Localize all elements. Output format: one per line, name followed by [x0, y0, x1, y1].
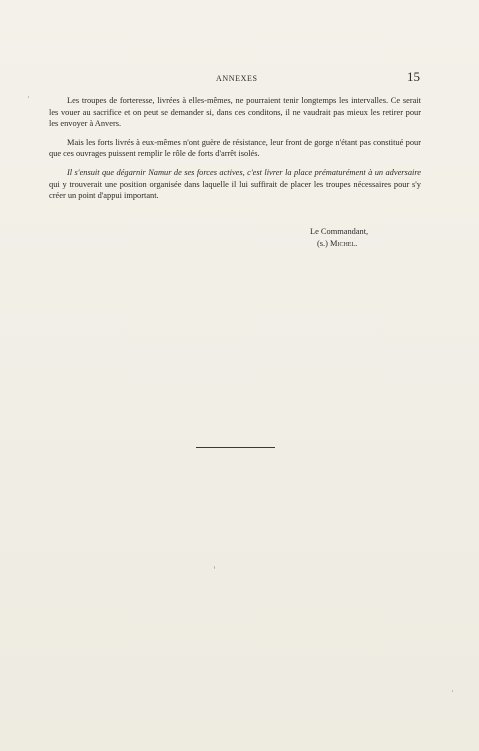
running-head: ANNEXES [216, 74, 258, 83]
signature-prefix: (s.) [317, 238, 328, 248]
paragraph-3-italic-text: Il s'ensuit que dégarnir Namur de ses forces actives, c'est livrer la place prématurément à un adversaire [67, 167, 421, 177]
signature-title: Le Commandant, [310, 227, 369, 236]
paragraph-2-text: Mais les forts livrés à eux-mêmes n'ont guère de résistance, leur front de gorge n'étant pas constitué pour que ces ouvrages puissent remplir le rôle de forts d'arrêt isolés. [49, 137, 421, 159]
paper-speck [214, 566, 215, 569]
paragraph-3-text: qui y trouverait une position organisée dans laquelle il lui suffirait de placer les troupes nécessaires pour s'y créer un point d'appui important. [49, 179, 421, 201]
paragraph-3 [49, 167, 421, 202]
signature-line [310, 238, 368, 250]
body-text [49, 95, 421, 209]
paragraph-1-text: Les troupes de forteresse, livrées à elles-mêmes, ne pourraient tenir longtemps les intervalles. Ce serait les vouer au sacrifice et on peut se demander si, dans ces conditons, il ne vaudrait pas mieux les retirer pour les envoyer à Anvers. [49, 96, 421, 129]
end-rule [196, 447, 275, 448]
paper-speck [452, 690, 453, 692]
signature-name: Michel. [330, 238, 358, 248]
paper-speck [28, 96, 29, 98]
paragraph-2 [49, 137, 421, 160]
paragraph-1 [49, 95, 421, 130]
signature-block [310, 226, 368, 249]
page-number: 15 [407, 69, 420, 84]
